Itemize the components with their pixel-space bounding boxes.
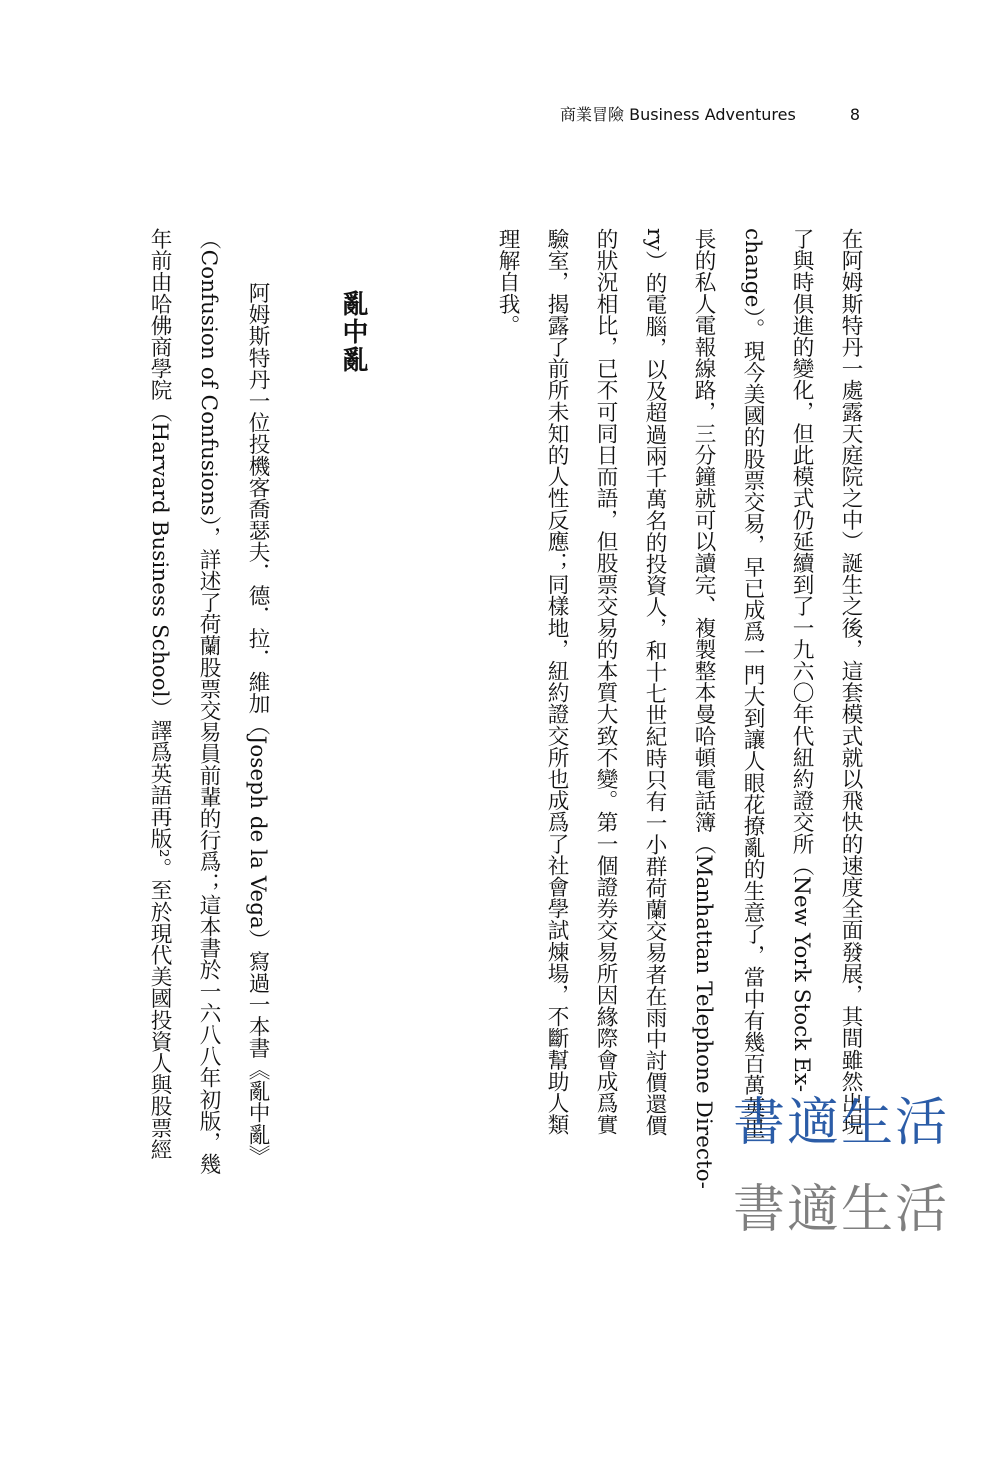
text-column: 阿姆斯特丹一位投機客喬瑟夫．德．拉．維加（Joseph de la Vega）寫過一本書《亂中亂》 bbox=[245, 282, 270, 1167]
running-header bbox=[560, 103, 870, 127]
text-column: 驗室，揭露了前所未知的人性反應；同樣地，紐約證交所也成爲了社會學試煉場，不斷幫助人類 bbox=[544, 228, 569, 1136]
text-column: 理解自我。 bbox=[495, 228, 520, 336]
text-column: 長的私人電報線路，三分鐘就可以讀完、複製整本曼哈頓電話簿（Manhattan Telephone Directo- bbox=[691, 228, 716, 1189]
text-column: ry）的電腦，以及超過兩千萬名的投資人，和十七世紀時只有一小群荷蘭交易者在雨中討價還價 bbox=[642, 228, 667, 1137]
book-title: 商業冒險 Business Adventures bbox=[560, 105, 796, 124]
text-column: change）。現今美國的股票交易，早已成爲一門大到讓人眼花撩亂的生意了，當中有幾百萬英里 bbox=[740, 228, 765, 1139]
text-column: 了與時俱進的變化，但此模式仍延續到了一九六〇年代紐約證交所（New York Stock Ex- bbox=[789, 228, 814, 1093]
watermark-primary: 書適生活 bbox=[733, 1093, 950, 1153]
text-column: 年前由哈佛商學院（Harvard Business School）譯爲英語再版²。至於現代美國投資人與股票經 bbox=[147, 228, 172, 1160]
page-number: 8 bbox=[849, 105, 860, 124]
text-column: 的狀況相比，已不可同日而語，但股票交易的本質大致不變。第一個證券交易所因緣際會成爲實 bbox=[593, 228, 618, 1136]
section-heading: 亂中亂 bbox=[338, 290, 368, 374]
text-column: （Confusion of Confusions），詳述了荷蘭股票交易員前輩的行爲；這本書於一六八八年初版，幾 bbox=[196, 228, 221, 1175]
watermark-secondary: 書適生活 bbox=[733, 1180, 950, 1240]
text-column: 在阿姆斯特丹一處露天庭院之中）誕生之後，這套模式就以飛快的速度全面發展，其間雖然出現 bbox=[838, 228, 863, 1136]
